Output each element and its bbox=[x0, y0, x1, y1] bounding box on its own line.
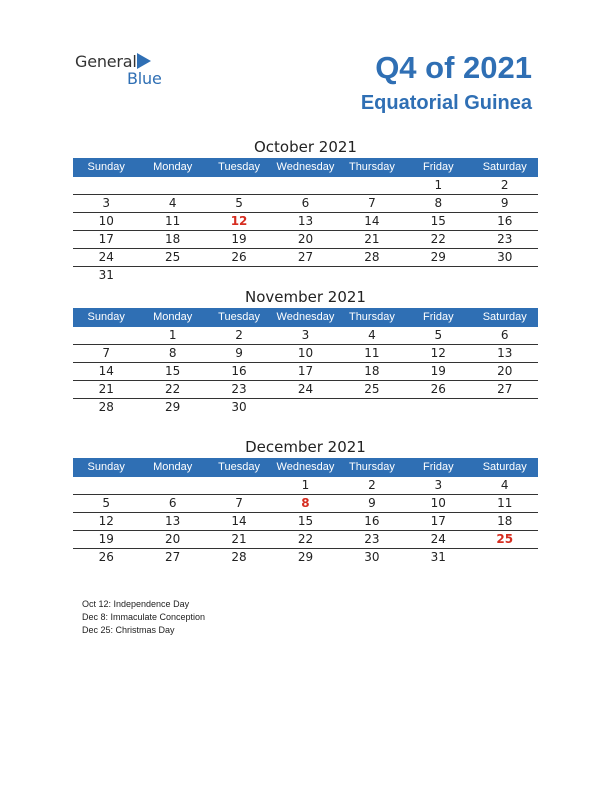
week-row bbox=[73, 231, 538, 249]
weekday-label: Sunday bbox=[87, 461, 125, 473]
holiday-notes bbox=[82, 598, 205, 637]
weekday-label: Friday bbox=[423, 461, 454, 473]
weekday-label: Thursday bbox=[348, 311, 395, 323]
day-cell: 21 bbox=[98, 382, 114, 396]
day-cell: 8 bbox=[168, 346, 177, 360]
weekday-header bbox=[73, 158, 538, 177]
day-cell: 14 bbox=[98, 364, 114, 378]
weekday-header bbox=[73, 308, 538, 327]
weekday-label: Thursday bbox=[348, 461, 395, 473]
weekday-label: Saturday bbox=[482, 311, 527, 323]
day-cell: 17 bbox=[98, 232, 114, 246]
day-cell: 8 bbox=[434, 196, 443, 210]
day-cell: 5 bbox=[102, 496, 111, 510]
day-cell: 22 bbox=[164, 382, 181, 396]
day-cell: 11 bbox=[164, 214, 181, 228]
week-row bbox=[73, 345, 538, 363]
day-cell: 25 bbox=[164, 250, 181, 264]
day-cell: 16 bbox=[497, 214, 513, 228]
day-cell: 4 bbox=[500, 478, 509, 492]
month-calendar bbox=[73, 436, 538, 566]
day-cell: 31 bbox=[430, 550, 446, 564]
day-cell: 16 bbox=[231, 364, 247, 378]
weekday-label: Wednesday bbox=[276, 311, 335, 323]
day-cell: 6 bbox=[500, 328, 509, 342]
day-cell: 7 bbox=[102, 346, 111, 360]
day-cell: 29 bbox=[297, 550, 314, 564]
day-cell bbox=[73, 477, 139, 494]
day-cell bbox=[272, 267, 338, 284]
day-cell: 24 bbox=[430, 532, 446, 546]
month-calendar bbox=[73, 136, 538, 284]
day-cell: 21 bbox=[364, 232, 380, 246]
day-cell: 15 bbox=[297, 514, 314, 528]
day-cell: 4 bbox=[368, 328, 376, 342]
weekday-label: Wednesday bbox=[276, 161, 335, 173]
weekday-label: Saturday bbox=[482, 161, 527, 173]
day-cell bbox=[73, 177, 139, 194]
day-cell: 18 bbox=[497, 514, 513, 528]
day-cell bbox=[139, 177, 205, 194]
day-cell bbox=[472, 267, 538, 284]
month-title: November 2021 bbox=[245, 288, 366, 306]
week-row bbox=[73, 495, 538, 513]
week-row bbox=[73, 195, 538, 213]
day-cell: 16 bbox=[364, 514, 380, 528]
day-cell: 2 bbox=[368, 478, 376, 492]
day-cell: 1 bbox=[434, 178, 443, 192]
day-cell: 27 bbox=[164, 550, 181, 564]
logo-blue-text: Blue bbox=[127, 69, 162, 88]
day-cell bbox=[272, 177, 338, 194]
day-cell: 12 bbox=[430, 346, 446, 360]
day-cell: 23 bbox=[364, 532, 380, 546]
day-cell: 22 bbox=[297, 532, 314, 546]
day-cell: 6 bbox=[168, 496, 177, 510]
weekday-header bbox=[73, 458, 538, 477]
day-cell bbox=[139, 477, 205, 494]
day-cell: 25 bbox=[496, 532, 514, 546]
week-row bbox=[73, 363, 538, 381]
day-cell bbox=[339, 399, 405, 416]
day-cell: 7 bbox=[368, 196, 376, 210]
week-row bbox=[73, 213, 538, 231]
day-cell: 29 bbox=[430, 250, 446, 264]
day-cell: 11 bbox=[364, 346, 380, 360]
day-cell bbox=[206, 177, 272, 194]
day-cell: 18 bbox=[364, 364, 380, 378]
logo bbox=[75, 52, 175, 88]
day-cell: 19 bbox=[430, 364, 446, 378]
day-cell: 2 bbox=[235, 328, 243, 342]
holiday-note: Oct 12: Independence Day bbox=[82, 599, 190, 609]
day-cell bbox=[405, 399, 471, 416]
day-cell bbox=[472, 549, 538, 566]
day-cell: 18 bbox=[164, 232, 181, 246]
week-row bbox=[73, 381, 538, 399]
day-cell bbox=[339, 177, 405, 194]
day-cell: 14 bbox=[364, 214, 380, 228]
day-cell: 13 bbox=[164, 514, 181, 528]
day-cell: 25 bbox=[364, 382, 380, 396]
day-cell: 17 bbox=[430, 514, 446, 528]
day-cell: 5 bbox=[235, 196, 243, 210]
day-cell: 20 bbox=[164, 532, 181, 546]
week-row bbox=[73, 267, 538, 284]
day-cell: 26 bbox=[231, 250, 247, 264]
day-cell: 3 bbox=[434, 478, 443, 492]
holiday-note: Dec 25: Christmas Day bbox=[82, 625, 175, 635]
month-calendar bbox=[73, 286, 538, 416]
weekday-label: Saturday bbox=[482, 461, 527, 473]
week-row bbox=[73, 177, 538, 195]
day-cell: 12 bbox=[98, 514, 114, 528]
week-row bbox=[73, 399, 538, 416]
weekday-label: Monday bbox=[153, 461, 193, 473]
day-cell: 28 bbox=[231, 550, 247, 564]
day-cell: 2 bbox=[500, 178, 509, 192]
day-cell: 4 bbox=[168, 196, 177, 210]
day-cell: 7 bbox=[235, 496, 243, 510]
weekday-label: Friday bbox=[423, 311, 454, 323]
week-row bbox=[73, 327, 538, 345]
weekday-label: Sunday bbox=[87, 311, 125, 323]
day-cell: 6 bbox=[301, 196, 310, 210]
page-title: Q4 of 2021 bbox=[375, 50, 532, 85]
day-cell: 31 bbox=[98, 268, 114, 282]
day-cell: 27 bbox=[297, 250, 314, 264]
day-cell: 3 bbox=[102, 196, 111, 210]
day-cell: 3 bbox=[301, 328, 310, 342]
day-cell: 30 bbox=[231, 400, 247, 414]
day-cell: 11 bbox=[497, 496, 513, 510]
day-cell bbox=[472, 399, 538, 416]
day-cell: 10 bbox=[430, 496, 446, 510]
month-title: December 2021 bbox=[245, 438, 366, 456]
day-cell: 1 bbox=[168, 328, 177, 342]
day-cell: 15 bbox=[430, 214, 446, 228]
day-cell bbox=[139, 267, 205, 284]
day-cell bbox=[206, 477, 272, 494]
holiday-note: Dec 8: Immaculate Conception bbox=[82, 612, 206, 622]
weekday-label: Thursday bbox=[348, 161, 395, 173]
week-row bbox=[73, 249, 538, 267]
weekday-label: Wednesday bbox=[276, 461, 335, 473]
day-cell: 9 bbox=[500, 196, 509, 210]
day-cell: 24 bbox=[98, 250, 114, 264]
day-cell: 30 bbox=[364, 550, 380, 564]
day-cell: 20 bbox=[297, 232, 314, 246]
day-cell: 24 bbox=[297, 382, 314, 396]
day-cell: 21 bbox=[231, 532, 247, 546]
day-cell: 1 bbox=[301, 478, 310, 492]
page-subtitle: Equatorial Guinea bbox=[360, 92, 532, 114]
day-cell: 10 bbox=[98, 214, 114, 228]
weekday-label: Sunday bbox=[87, 161, 125, 173]
week-row bbox=[73, 477, 538, 495]
day-cell: 30 bbox=[497, 250, 513, 264]
day-cell bbox=[206, 267, 272, 284]
day-cell: 17 bbox=[297, 364, 314, 378]
day-cell: 13 bbox=[497, 346, 513, 360]
day-cell: 8 bbox=[301, 496, 310, 510]
day-cell: 19 bbox=[231, 232, 247, 246]
day-cell: 9 bbox=[235, 346, 243, 360]
day-cell: 22 bbox=[430, 232, 446, 246]
day-cell bbox=[73, 327, 139, 344]
day-cell bbox=[405, 267, 471, 284]
logo-general-text: General bbox=[75, 52, 137, 71]
weekday-label: Friday bbox=[423, 161, 454, 173]
month-title: October 2021 bbox=[254, 138, 357, 156]
day-cell: 13 bbox=[297, 214, 314, 228]
day-cell: 26 bbox=[430, 382, 446, 396]
day-cell: 19 bbox=[98, 532, 114, 546]
day-cell: 20 bbox=[497, 364, 513, 378]
day-cell: 28 bbox=[98, 400, 114, 414]
day-cell bbox=[339, 267, 405, 284]
day-cell: 29 bbox=[164, 400, 181, 414]
day-cell: 5 bbox=[434, 328, 443, 342]
week-row bbox=[73, 513, 538, 531]
day-cell: 23 bbox=[231, 382, 247, 396]
logo-flag-icon bbox=[137, 53, 151, 69]
day-cell: 23 bbox=[497, 232, 513, 246]
week-row bbox=[73, 549, 538, 566]
day-cell: 12 bbox=[230, 214, 248, 228]
week-row bbox=[73, 531, 538, 549]
day-cell: 14 bbox=[231, 514, 247, 528]
day-cell: 9 bbox=[368, 496, 376, 510]
day-cell: 26 bbox=[98, 550, 114, 564]
day-cell: 10 bbox=[297, 346, 314, 360]
weekday-label: Monday bbox=[153, 311, 193, 323]
day-cell bbox=[272, 399, 338, 416]
day-cell: 28 bbox=[364, 250, 380, 264]
weekday-label: Tuesday bbox=[218, 461, 260, 473]
day-cell: 27 bbox=[497, 382, 513, 396]
day-cell: 15 bbox=[164, 364, 181, 378]
weekday-label: Monday bbox=[153, 161, 193, 173]
weekday-label: Tuesday bbox=[218, 161, 260, 173]
weekday-label: Tuesday bbox=[218, 311, 260, 323]
